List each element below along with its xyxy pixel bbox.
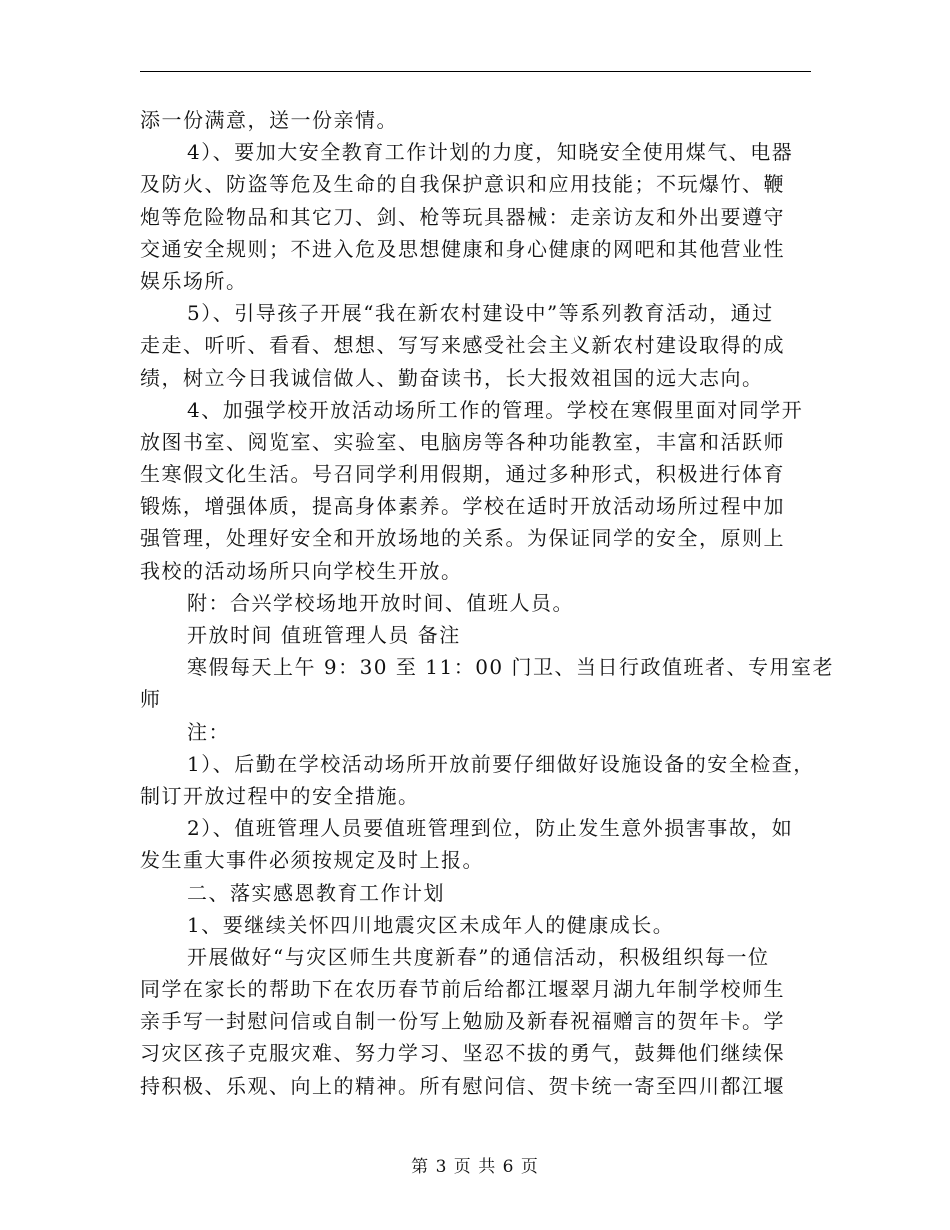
text-line: 附：合兴学校场地开放时间、值班人员。	[187, 590, 574, 615]
text-line: 放图书室、阅览室、实验室、电脑房等各种功能教室，丰富和活跃师	[140, 429, 785, 454]
text-line: 开放时间 值班管理人员 备注	[187, 623, 461, 647]
text-line: 绩，树立今日我诚信做人、勤奋读书，长大报效祖国的远大志向。	[140, 365, 764, 390]
text-line: 同学在家长的帮助下在农历春节前后给都江堰翠月湖九年制学校师生	[140, 977, 785, 1002]
header-rule	[140, 71, 811, 72]
text-line: 2）、值班管理人员要值班管理到位，防止发生意外损害事故，如	[187, 816, 794, 841]
text-line: 娱乐场所。	[140, 268, 248, 293]
text-line: 及防火、防盗等危及生命的自我保护意识和应用技能；不玩爆竹、鞭	[140, 172, 785, 197]
text-line: 4、加强学校开放活动场所工作的管理。学校在寒假里面对同学开	[187, 397, 804, 422]
document-body	[140, 104, 835, 1102]
text-line: 我校的活动场所只向学校生开放。	[140, 558, 463, 583]
text-line: 1）、后勤在学校活动场所开放前要仔细做好设施设备的安全检查，	[187, 751, 815, 776]
text-line: 4）、要加大安全教育工作计划的力度，知晓安全使用煤气、电器	[187, 140, 794, 165]
section-heading: 二、落实感恩教育工作计划	[187, 880, 445, 905]
text-line: 炮等危险物品和其它刀、剑、枪等玩具器械：走亲访友和外出要遵守	[140, 204, 785, 229]
text-line: 习灾区孩子克服灾难、努力学习、坚忍不拔的勇气，鼓舞他们继续保	[140, 1041, 785, 1066]
page-number: 第 3 页 共 6 页	[411, 1157, 539, 1177]
text-line: 持积极、乐观、向上的精神。所有慰问信、贺卡统一寄至四川都江堰	[140, 1073, 785, 1098]
text-line: 寒假每天上午 9：30 至 11：00 门卫、当日行政值班者、专用室老	[187, 655, 835, 680]
text-line: 开展做好“与灾区师生共度新春”的通信活动，积极组织每一位	[187, 944, 770, 969]
text-line: 锻炼，增强体质，提高身体素养。学校在适时开放活动场所过程中加	[140, 494, 785, 519]
text-line: 亲手写一封慰问信或自制一份写上勉励及新春祝福赠言的贺年卡。学	[140, 1009, 785, 1034]
text-line: 1、要继续关怀四川地震灾区未成年人的健康成长。	[187, 912, 675, 937]
text-line: 注：	[187, 719, 230, 744]
text-line: 发生重大事件必须按规定及时上报。	[140, 848, 484, 873]
text-line: 交通安全规则；不进入危及思想健康和身心健康的网吧和其他营业性	[140, 236, 785, 261]
text-line: 师	[140, 687, 162, 712]
text-line: 5）、引导孩子开展“我在新农村建设中”等系列教育活动，通过	[187, 301, 774, 326]
text-line: 强管理，处理好安全和开放场地的关系。为保证同学的安全，原则上	[140, 526, 785, 551]
text-line: 生寒假文化生活。号召同学利用假期，通过多种形式，积极进行体育	[140, 462, 785, 487]
text-line: 添一份满意，送一份亲情。	[140, 108, 398, 132]
text-line: 走走、听听、看看、想想、写写来感受社会主义新农村建设取得的成	[140, 333, 785, 358]
text-line: 制订开放过程中的安全措施。	[140, 783, 420, 808]
